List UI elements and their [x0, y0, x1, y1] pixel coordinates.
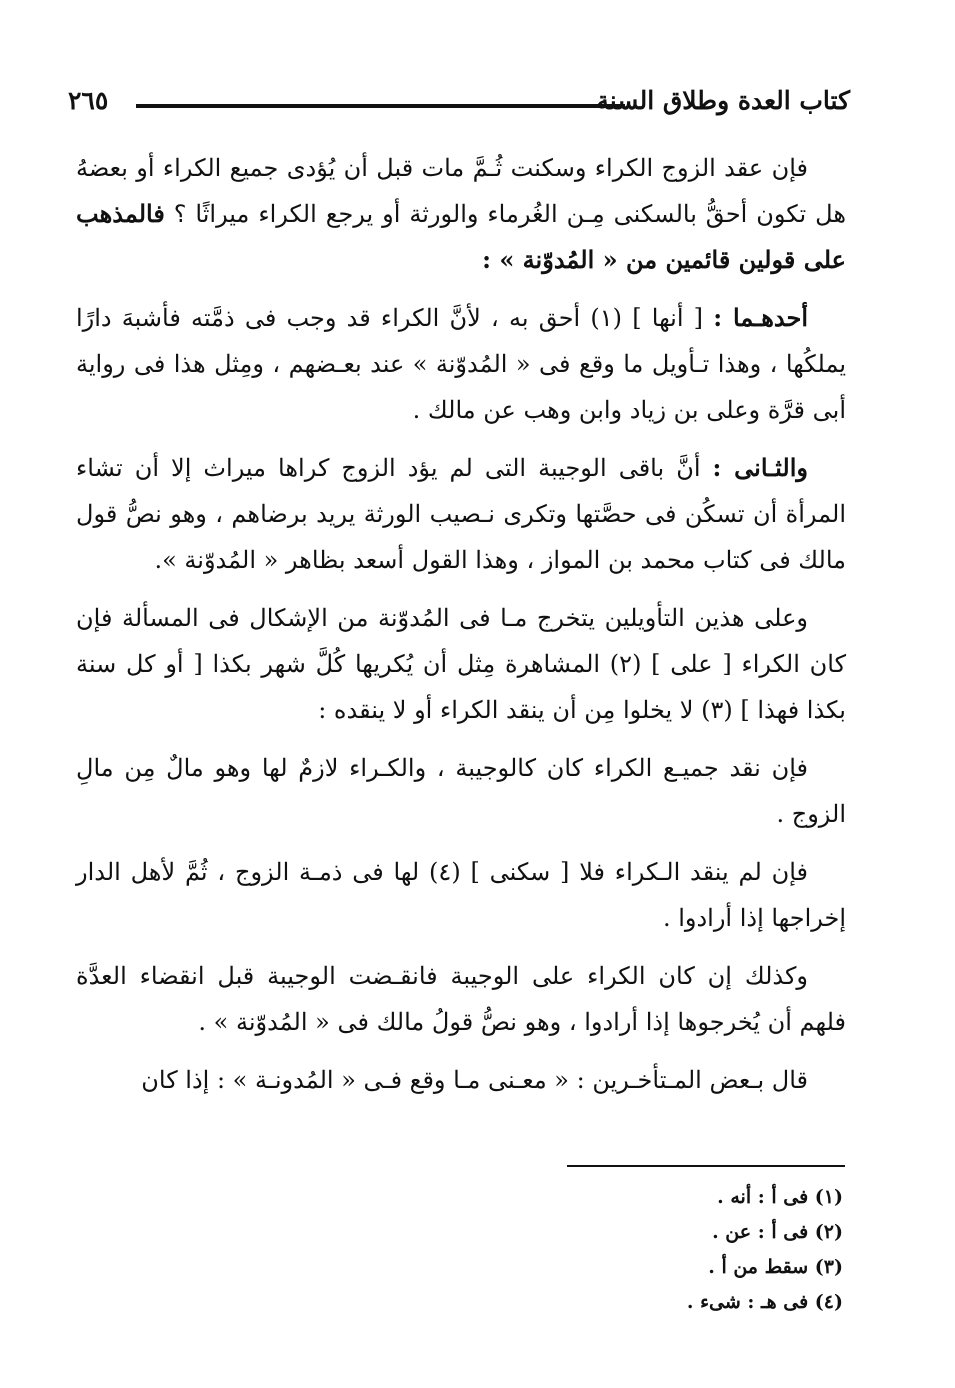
footnote-separator — [567, 1165, 845, 1167]
footnote-2: (٢) فى أ : عن . — [712, 1221, 843, 1243]
page-number: ٢٦٥ — [68, 86, 109, 115]
paragraph-7 — [76, 953, 846, 1045]
paragraph-text: قال بـعض المـتأخـرين : « معـنى مـا وقع فـى « المُدونـة » : إذا كان — [141, 1066, 808, 1094]
paragraph-bold-tail: فالمذهب على قولين قائمين من « المُدوّنة » : — [76, 199, 846, 274]
paragraph-8 — [76, 1057, 846, 1103]
paragraph-text: [ أنها ] (١) أحق به ، لأنَّ الكراء قد وجب فى ذمَّته فأشبهَ دارًا يملكُها ، وهذا تـأويل ما وقع فى « المُدوّنة » عند بعـضهم ، ومِثل هذا فى رواية أبى قرَّة وعلى بن زياد وابن وهب عن مالك . — [76, 304, 846, 424]
paragraph-5 — [76, 745, 846, 837]
paragraph-lead: والثـانى : — [712, 453, 808, 482]
paragraph-text: وكذلك إن كان الكراء على الوجيبة فانقـضت الوجيبة قبل انقضاء العدَّة فلهم أن يُخرجوها إذا أرادوا ، وهو نصُّ قولُ مالك فى « المُدوّنة » . — [76, 962, 846, 1036]
main-text — [76, 145, 846, 1115]
footnotes — [483, 1180, 843, 1320]
running-title: كتاب العدة وطلاق السنة — [596, 86, 850, 115]
paragraph-3 — [76, 445, 846, 583]
paragraph-text: فإن نقد جميـع الكراء كان كالوجيبة ، والكـراء لازمٌ لها وهو مالٌ مِن مالِ الزوج . — [76, 754, 846, 828]
paragraph-lead: أحدهـما : — [713, 303, 808, 332]
footnote-3: (٣) سقط من أ . — [708, 1256, 843, 1278]
paragraph-text: أنَّ باقى الوجيبة التى لم يؤد الزوج كراها ميراث إلا أن تشاء المرأة أن تسكُن فى حصَّتها وتكرى نـصيب الورثة يريد برضاهم ، وهو نصُّ قول مالك فى كتاب محمد بن المواز ، وهذا القول أسعد بظاهر « المُدوّنة ». — [76, 454, 846, 574]
header-rule — [136, 104, 625, 108]
running-header — [68, 80, 850, 120]
paragraph-text: وعلى هذين التأويلين يتخرج مـا فى المُدوّنة من الإشكال فى المسألة فإن كان الكراء [ على ] (٢) المشاهرة مِثل أن يُكريها كُلَّ شهر بكذا [ أو كل سنة بكذا فهذا ] (٣) لا يخلوا مِن أن ينقد الكراء أو لا ينقده : — [76, 604, 846, 724]
paragraph-6 — [76, 849, 846, 941]
footnote-1: (١) فى أ : أنه . — [717, 1186, 843, 1208]
paragraph-1 — [76, 145, 846, 283]
paragraph-text: فإن لم ينقد الـكراء فلا [ سكنى ] (٤) لها فى ذمـة الزوج ، ثُمَّ لأهل الدار إخراجها إذا أرادوا . — [76, 858, 846, 932]
paragraph-4 — [76, 595, 846, 733]
paragraph-text: فإن عقد الزوج الكراء وسكنت ثُـمَّ مات قبل أن يُؤدى جميع الكراء أو بعضهُ هل تكون أحقُّ بالسكنى مِـن الغُرماء والورثة أو يرجع الكراء ميراثًا ؟ — [76, 154, 846, 228]
paragraph-2 — [76, 295, 846, 433]
footnote-4: (٤) فى هـ : شىء . — [686, 1291, 843, 1313]
